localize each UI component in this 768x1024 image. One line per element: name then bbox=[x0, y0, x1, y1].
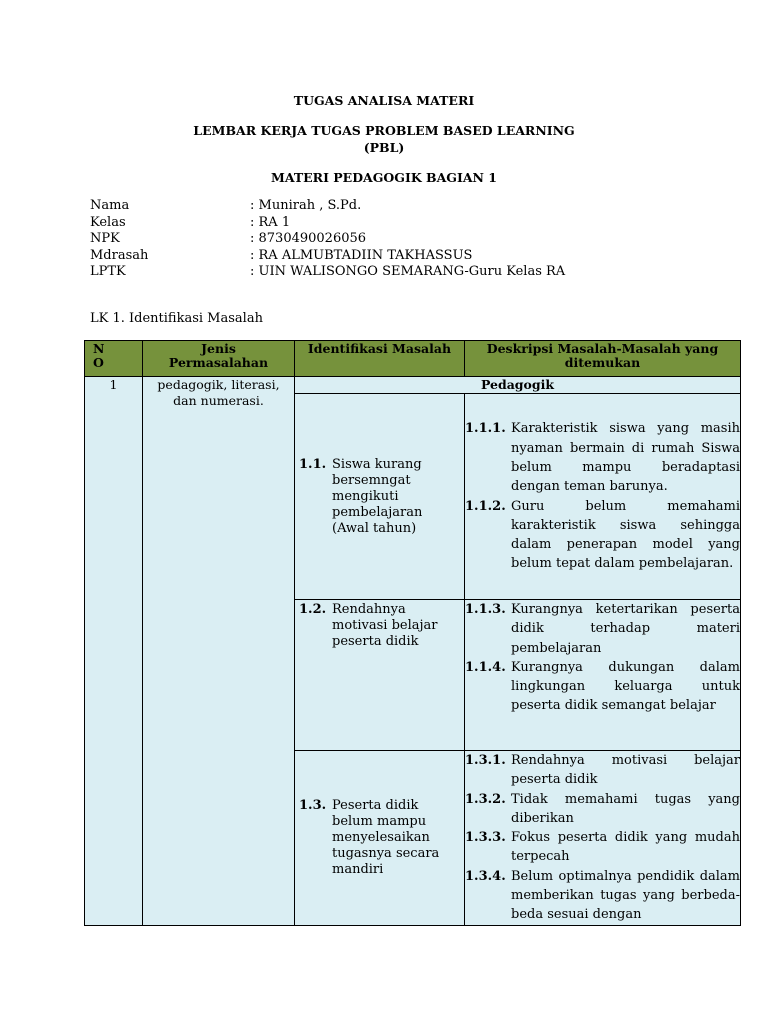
deskripsi-item bbox=[465, 658, 740, 716]
lk-heading: LK 1. Identifikasi Masalah bbox=[90, 311, 263, 326]
identifikasi-cell bbox=[295, 600, 465, 751]
info-row-lptk bbox=[90, 264, 565, 281]
deskripsi-cell bbox=[465, 394, 741, 600]
row-jenis: pedagogik, literasi, dan numerasi. bbox=[143, 377, 295, 926]
header-no-line2: O bbox=[93, 355, 104, 370]
row-number: 1 bbox=[85, 377, 143, 926]
deskripsi-text: Rendahnya motivasi belajar peserta didik bbox=[511, 753, 740, 788]
identifikasi-num: 1.1. bbox=[299, 456, 327, 472]
deskripsi-item bbox=[465, 419, 740, 496]
deskripsi-text: Kurangnya ketertarikan peserta didik terhadap materi pembelajaran bbox=[511, 602, 740, 656]
identifikasi-cell bbox=[295, 394, 465, 600]
category-heading: Pedagogik bbox=[295, 377, 741, 394]
identifikasi-text: Peserta didik belum mampu menyelesaikan tugasnya secara mandiri bbox=[332, 797, 440, 877]
header-jenis-line2: Permasalahan bbox=[168, 355, 269, 370]
info-value: : RA 1 bbox=[250, 214, 291, 230]
info-label: Kelas bbox=[90, 214, 126, 230]
deskripsi-num: 1.3.2. bbox=[465, 791, 506, 807]
deskripsi-num: 1.1.3. bbox=[465, 602, 506, 617]
deskripsi-num: 1.3.3. bbox=[465, 830, 506, 846]
doc-subtitle-line2: (PBL) bbox=[363, 140, 405, 155]
info-label: Mdrasah bbox=[90, 247, 149, 263]
info-value: : UIN WALISONGO SEMARANG-Guru Kelas RA bbox=[250, 264, 566, 279]
info-row-nama bbox=[90, 198, 565, 215]
deskripsi-item bbox=[465, 600, 740, 658]
deskripsi-cell bbox=[465, 600, 741, 751]
section-title: MATERI PEDAGOGIK BAGIAN 1 bbox=[271, 170, 497, 185]
deskripsi-num: 1.1.2. bbox=[465, 498, 506, 514]
info-label: NPK bbox=[90, 231, 120, 246]
identifikasi-num: 1.3. bbox=[299, 797, 327, 813]
identifikasi-item bbox=[295, 600, 464, 650]
header-identifikasi: Identifikasi Masalah bbox=[295, 341, 465, 377]
identifikasi-cell bbox=[295, 751, 465, 926]
table-row bbox=[85, 377, 741, 394]
doc-subtitle-line1: LEMBAR KERJA TUGAS PROBLEM BASED LEARNING bbox=[193, 123, 575, 138]
deskripsi-text: Belum optimalnya pendidik dalam memberikan tugas yang berbeda-beda sesuai dengan bbox=[511, 868, 740, 923]
deskripsi-num: 1.1.4. bbox=[465, 659, 506, 675]
doc-title: TUGAS ANALISA MATERI bbox=[293, 93, 475, 108]
info-row-kelas bbox=[90, 215, 565, 232]
identifikasi-text: Siswa kurang bersemngat mengikuti pembelajaran (Awal tahun) bbox=[332, 456, 423, 536]
deskripsi-item bbox=[465, 751, 740, 790]
header-jenis bbox=[143, 341, 295, 377]
identity-block bbox=[90, 198, 565, 281]
identifikasi-num: 1.2. bbox=[299, 602, 327, 617]
header-deskripsi-line2: ditemukan bbox=[564, 355, 641, 370]
deskripsi-text: Guru belum memahami karakteristik siswa sehingga dalam penerapan model yang belum tepat dalam pembelajaran. bbox=[511, 498, 740, 572]
info-row-madrasah bbox=[90, 248, 565, 265]
problem-table bbox=[84, 340, 741, 926]
identifikasi-item bbox=[295, 457, 464, 537]
deskripsi-item bbox=[465, 828, 740, 867]
deskripsi-text: Karakteristik siswa yang masih nyaman bermain di rumah Siswa belum mampu beradaptasi dengan teman barunya. bbox=[511, 421, 740, 495]
header-no bbox=[85, 341, 143, 377]
deskripsi-num: 1.3.4. bbox=[465, 868, 506, 884]
deskripsi-text: Kurangnya dukungan dalam lingkungan keluarga untuk peserta didik semangat belajar bbox=[511, 659, 740, 714]
header-deskripsi bbox=[465, 341, 741, 377]
deskripsi-text: Tidak memahami tugas yang diberikan bbox=[511, 791, 740, 826]
info-label: LPTK bbox=[90, 264, 126, 279]
identifikasi-text: Rendahnya motivasi belajar peserta didik bbox=[332, 602, 438, 649]
identifikasi-item bbox=[295, 798, 464, 878]
deskripsi-item bbox=[465, 497, 740, 574]
header-no-line1: N bbox=[93, 341, 105, 356]
info-row-npk bbox=[90, 231, 565, 248]
header-deskripsi-line1: Deskripsi Masalah-Masalah yang bbox=[486, 341, 719, 356]
table-header-row bbox=[85, 341, 741, 377]
deskripsi-item bbox=[465, 867, 740, 925]
header-jenis-line1: Jenis bbox=[201, 341, 236, 356]
deskripsi-cell bbox=[465, 751, 741, 926]
deskripsi-item bbox=[465, 790, 740, 829]
info-value: : Munirah , S.Pd. bbox=[250, 198, 362, 213]
info-value: : RA ALMUBTADIIN TAKHASSUS bbox=[250, 247, 473, 263]
info-label: Nama bbox=[90, 198, 130, 213]
info-value: : 8730490026056 bbox=[250, 231, 367, 246]
deskripsi-num: 1.3.1. bbox=[465, 753, 506, 768]
deskripsi-text: Fokus peserta didik yang mudah terpecah bbox=[511, 830, 740, 865]
deskripsi-num: 1.1.1. bbox=[465, 421, 506, 437]
